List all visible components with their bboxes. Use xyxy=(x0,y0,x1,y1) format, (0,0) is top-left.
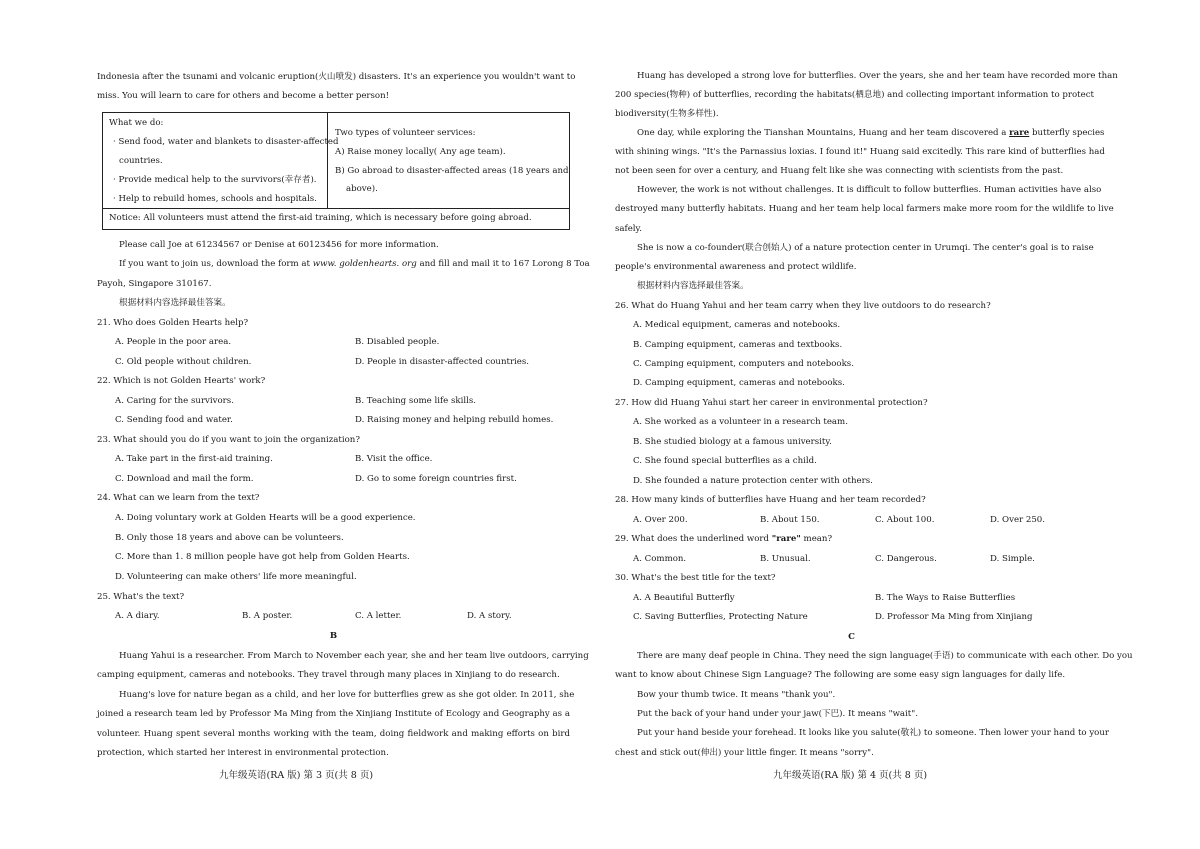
option-23-d: D. Go to some foreign countries first. xyxy=(355,474,517,484)
option-24-a: A. Doing voluntary work at Golden Hearts will be a good experience. xyxy=(115,513,416,523)
option-22-c: C. Sending food and water. xyxy=(115,415,233,425)
passage-b-line: 200 species(物种) of butterflies, recording the habitats(栖息地) and collecting important information to protect xyxy=(615,90,1094,100)
services-cell xyxy=(328,113,569,208)
passage-b-line: not been seen for over a century, and Huang felt like she was connecting with scientists from the past. xyxy=(615,166,1064,176)
passage-b-line: biodiversity(生物多样性). xyxy=(615,109,719,119)
option-27-d: D. She founded a nature protection center with others. xyxy=(633,476,873,486)
option-21-d: D. People in disaster-affected countries. xyxy=(355,357,530,367)
option-26-d: D. Camping equipment, cameras and notebooks. xyxy=(633,378,845,388)
option-29-c: C. Dangerous. xyxy=(875,554,937,564)
passage-c-line: Put your hand beside your forehead. It looks like you salute(敬礼) to someone. Then lower your hand to your xyxy=(637,728,1109,738)
option-24-b: B. Only those 18 years and above can be volunteers. xyxy=(115,533,344,543)
join-info: If you want to join us, download the form at www. goldenhearts. org and fill and mail it to 167 Lorong 8 Toa xyxy=(119,259,590,269)
passage-b-line: Huang has developed a strong love for butterflies. Over the years, she and her team have recorded more than xyxy=(637,71,1118,81)
question-24: 24. What can we learn from the text? xyxy=(97,493,260,503)
question-28: 28. How many kinds of butterflies have Huang and her team recorded? xyxy=(615,495,926,505)
option-30-b: B. The Ways to Raise Butterflies xyxy=(875,593,1016,603)
question-21: 21. Who does Golden Hearts help? xyxy=(97,318,249,328)
option-29-a: A. Common. xyxy=(633,554,687,564)
contact-info: Please call Joe at 61234567 or Denise at 60123456 for more information. xyxy=(119,240,439,250)
option-25-b: B. A poster. xyxy=(242,611,293,621)
passage-a-line: Indonesia after the tsunami and volcanic eruption(火山喷发) disasters. It's an experience you wouldn't want to xyxy=(97,72,576,82)
what-we-do-item: · Provide medical help to the survivors(幸存者). xyxy=(113,175,317,185)
section-c-heading: C xyxy=(848,632,855,642)
page-footer: 九年级英语(RA 版) 第 4 页(共 8 页) xyxy=(773,770,928,781)
passage-b-line: Huang Yahui is a researcher. From March to November each year, she and her team live outdoors, carrying xyxy=(119,651,589,661)
passage-b-line: Huang's love for nature began as a child, and her love for butterflies grew as she got older. In 2011, she xyxy=(119,690,575,700)
passage-b-line: She is now a co-founder(联合创始人) of a nature protection center in Urumqi. The center's goal is to raise xyxy=(637,243,1094,253)
question-27: 27. How did Huang Yahui start her career in environmental protection? xyxy=(615,398,928,408)
notice-text: Notice: All volunteers must attend the first-aid training, which is necessary before going abroad. xyxy=(109,213,532,223)
question-22: 22. Which is not Golden Hearts' work? xyxy=(97,376,266,386)
passage-b-line: destroyed many butterfly habitats. Huang and her team help local farmers make more room for the wildlife to live xyxy=(615,204,1114,214)
passage-b-line: However, the work is not without challenges. It is difficult to follow butterflies. Human activities have also xyxy=(637,185,1102,195)
passage-c-line: want to know about Chinese Sign Language? The following are some easy sign languages for daily life. xyxy=(615,670,1066,680)
option-28-a: A. Over 200. xyxy=(633,515,688,525)
website-link: www. goldenhearts. org xyxy=(312,259,417,269)
option-30-d: D. Professor Ma Ming from Xinjiang xyxy=(875,612,1033,622)
option-26-b: B. Camping equipment, cameras and textbooks. xyxy=(633,340,843,350)
option-27-b: B. She studied biology at a famous university. xyxy=(633,437,832,447)
option-28-b: B. About 150. xyxy=(760,515,820,525)
option-25-a: A. A diary. xyxy=(115,611,160,621)
option-24-c: C. More than 1. 8 million people have got help from Golden Hearts. xyxy=(115,552,410,562)
underlined-word-rare: rare xyxy=(1009,128,1030,138)
option-22-d: D. Raising money and helping rebuild homes. xyxy=(355,415,554,425)
passage-b-line: One day, while exploring the Tianshan Mountains, Huang and her team discovered a rare butterfly species xyxy=(637,128,1105,138)
passage-b-line: protection, which started her interest in environmental protection. xyxy=(97,748,389,758)
option-24-d: D. Volunteering can make others' life more meaningful. xyxy=(115,572,357,582)
question-29: 29. What does the underlined word "rare" mean? xyxy=(615,534,833,544)
option-21-c: C. Old people without children. xyxy=(115,357,252,367)
passage-a-line: miss. You will learn to care for others and become a better person! xyxy=(97,91,390,101)
option-27-c: C. She found special butterflies as a child. xyxy=(633,456,817,466)
option-21-b: B. Disabled people. xyxy=(355,337,440,347)
page-3 xyxy=(97,0,590,849)
option-29-d: D. Simple. xyxy=(990,554,1035,564)
passage-c-line: Put the back of your hand under your jaw(下巴). It means "wait". xyxy=(637,709,918,719)
option-25-c: C. A letter. xyxy=(355,611,402,621)
passage-b-line: joined a research team led by Professor Ma Ming from the Xinjiang Institute of Ecology and Geography as a xyxy=(97,709,570,719)
option-28-d: D. Over 250. xyxy=(990,515,1046,525)
option-30-a: A. A Beautiful Butterfly xyxy=(633,593,735,603)
question-26: 26. What do Huang Yahui and her team carry when they live outdoors to do research? xyxy=(615,301,991,311)
option-23-a: A. Take part in the first-aid training. xyxy=(115,454,273,464)
join-info-line: Payoh, Singapore 310167. xyxy=(97,279,212,289)
option-23-c: C. Download and mail the form. xyxy=(115,474,254,484)
question-23: 23. What should you do if you want to join the organization? xyxy=(97,435,360,445)
service-item: above). xyxy=(346,184,378,194)
option-26-c: C. Camping equipment, computers and notebooks. xyxy=(633,359,854,369)
page-4 xyxy=(615,0,1133,849)
option-22-a: A. Caring for the survivors. xyxy=(115,396,234,406)
question-25: 25. What's the text? xyxy=(97,592,185,602)
volunteer-info-table xyxy=(102,112,570,230)
what-we-do-item: countries. xyxy=(119,156,163,166)
what-we-do-item: · Send food, water and blankets to disaster-affected xyxy=(113,137,339,147)
passage-b-line: with shining wings. "It's the Parnassius loxias. I found it!" Huang said excitedly. This rare kind of butterflies had xyxy=(615,147,1105,157)
passage-c-line: chest and stick out(伸出) your little finger. It means "sorry". xyxy=(615,748,874,758)
question-29-word: "rare" xyxy=(771,534,801,544)
option-27-a: A. She worked as a volunteer in a research team. xyxy=(633,417,848,427)
option-28-c: C. About 100. xyxy=(875,515,935,525)
instruction: 根据材料内容选择最佳答案。 xyxy=(119,298,231,308)
passage-b-line: volunteer. Huang spent several months working with the team, doing fieldwork and making efforts on bird xyxy=(97,729,570,739)
option-26-a: A. Medical equipment, cameras and notebooks. xyxy=(633,320,841,330)
question-30: 30. What's the best title for the text? xyxy=(615,573,776,583)
notice-cell xyxy=(103,208,569,230)
what-we-do-item: · Help to rebuild homes, schools and hospitals. xyxy=(113,194,317,204)
what-we-do-cell xyxy=(103,113,339,208)
services-title: Two types of volunteer services: xyxy=(335,128,476,138)
option-30-c: C. Saving Butterflies, Protecting Nature xyxy=(633,612,808,622)
what-we-do-title: What we do: xyxy=(109,118,164,128)
option-23-b: B. Visit the office. xyxy=(355,454,433,464)
passage-b-line: safely. xyxy=(615,224,642,234)
passage-b-line: people's environmental awareness and protect wildlife. xyxy=(615,262,857,272)
option-29-b: B. Unusual. xyxy=(760,554,811,564)
passage-b-line: camping equipment, cameras and notebooks. They travel through many places in Xinjiang to do research. xyxy=(97,670,560,680)
option-22-b: B. Teaching some life skills. xyxy=(355,396,476,406)
instruction: 根据材料内容选择最佳答案。 xyxy=(637,281,749,291)
passage-c-line: There are many deaf people in China. They need the sign language(手语) to communicate with each other. Do you xyxy=(637,651,1133,661)
section-b-heading: B xyxy=(329,631,338,641)
service-item: A) Raise money locally( Any age team). xyxy=(335,147,506,157)
page-footer: 九年级英语(RA 版) 第 3 页(共 8 页) xyxy=(219,770,374,781)
passage-c-line: Bow your thumb twice. It means "thank you". xyxy=(637,690,836,700)
option-25-d: D. A story. xyxy=(467,611,512,621)
service-item: B) Go abroad to disaster-affected areas (18 years and xyxy=(335,166,569,176)
option-21-a: A. People in the poor area. xyxy=(115,337,232,347)
